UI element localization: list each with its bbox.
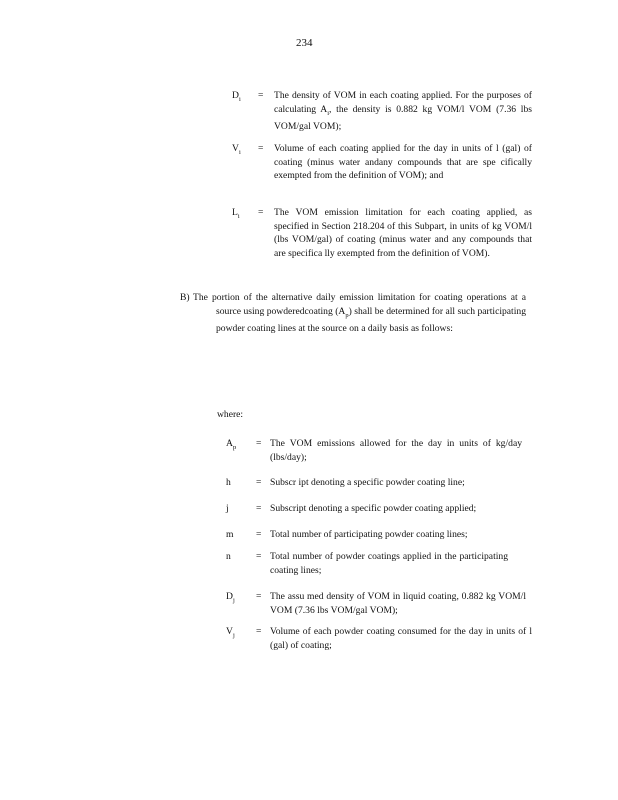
definition-symbol: $D_j$ — [226, 591, 235, 604]
equals-sign: = — [256, 529, 262, 540]
definition-symbol: $D_i$ — [232, 90, 241, 103]
definition-j — [226, 502, 536, 516]
equals-sign: = — [256, 438, 262, 449]
equals-sign: = — [258, 90, 264, 101]
definition-d-i — [232, 89, 532, 132]
definition-text: Total number of participating powder coating lines; — [270, 529, 468, 540]
definition-symbol: $L_i$ — [232, 207, 240, 220]
equals-sign: = — [256, 503, 262, 514]
definition-symbol: $V_j$ — [226, 626, 235, 639]
definition-m — [226, 528, 536, 542]
definition-text: The density of VOM in each coating applied. For the purposes of calculating $A_i$, the density is 0.882 kg VOM/l VOM (7.36 lbs VOM/gal VOM); — [274, 90, 532, 132]
equals-sign: = — [258, 207, 264, 218]
definition-symbol: m — [226, 529, 234, 540]
definition-text: Volume of each coating applied for the day in units of l (gal) of coating (minus water andany compounds that are spe cifically exempted from the definition of VOM); and — [274, 143, 532, 181]
definition-text: Subscr ipt denoting a specific powder coating line; — [270, 477, 465, 488]
definition-symbol: j — [226, 503, 229, 514]
definition-h — [226, 476, 536, 490]
paragraph-text: The portion of the alternative daily emission limitation for coating operations at a source using powderedcoating $(A_p)$ shall be determined for all such participating powder coating lines at the source on a daily basis as follows: — [193, 292, 526, 334]
definition-text: Volume of each powder coating consumed for the day in units of l (gal) of coating; — [270, 626, 532, 651]
definition-symbol: $A_p$ — [226, 438, 237, 451]
definition-symbol: $V_i$ — [232, 143, 241, 156]
definition-text: The VOM emissions allowed for the day in units of kg/day (lbs/day); — [270, 438, 522, 463]
definition-text: The assu med density of VOM in liquid coating, 0.882 kg VOM/l VOM (7.36 lbs VOM/gal VOM); — [270, 591, 526, 616]
definition-n — [226, 550, 536, 578]
equals-sign: = — [256, 477, 262, 488]
definition-l-i — [232, 206, 532, 274]
definition-d-j — [226, 590, 536, 618]
definition-text: Total number of powder coatings applied in the participating coating lines; — [270, 551, 508, 576]
where-label: where: — [217, 409, 244, 420]
definition-v-j — [226, 625, 536, 653]
equals-sign: = — [256, 626, 262, 637]
equals-sign: = — [258, 143, 264, 154]
definition-symbol: h — [226, 477, 231, 488]
equals-sign: = — [256, 551, 262, 562]
definition-text: Subscript denoting a specific powder coating applied; — [270, 503, 477, 514]
page-number: 234 — [296, 37, 313, 49]
definition-symbol: n — [226, 551, 231, 562]
definition-a-p — [226, 437, 526, 465]
equals-sign: = — [256, 591, 262, 602]
definition-v-i — [232, 142, 532, 196]
definition-text: The VOM emission limitation for each coating applied, as specified in Section 218.204 of this Subpart, in units of kg VOM/l (lbs VOM/gal) of coating (minus water and any compounds that are specifica lly exempted from the definition of VOM). — [274, 207, 532, 259]
paragraph-label: B) — [180, 292, 190, 303]
